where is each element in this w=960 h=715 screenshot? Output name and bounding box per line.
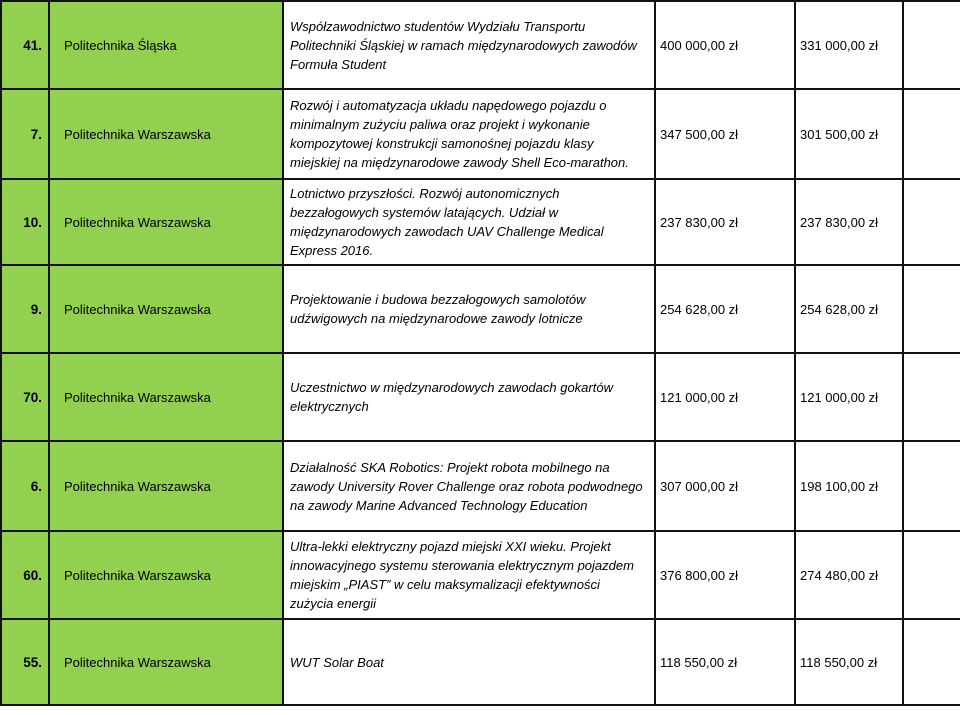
- total-cost: 118 550,00 zł: [655, 619, 795, 705]
- row-number: 9.: [1, 265, 49, 353]
- row-number: 10.: [1, 179, 49, 265]
- spare-cell: [903, 531, 960, 619]
- spare-cell: [903, 353, 960, 441]
- row-number: 70.: [1, 353, 49, 441]
- funding-amount: 331 000,00 zł: [795, 1, 903, 89]
- spare-cell: [903, 89, 960, 179]
- university-name: Politechnika Warszawska: [49, 89, 283, 179]
- spare-cell: [903, 1, 960, 89]
- spare-cell: [903, 619, 960, 705]
- funding-amount: 198 100,00 zł: [795, 441, 903, 531]
- funding-amount: 274 480,00 zł: [795, 531, 903, 619]
- total-cost: 376 800,00 zł: [655, 531, 795, 619]
- row-number: 55.: [1, 619, 49, 705]
- project-title: Uczestnictwo w międzynarodowych zawodach gokartów elektrycznych: [283, 353, 655, 441]
- table-row: [1, 353, 960, 441]
- project-title: Ultra-lekki elektryczny pojazd miejski XXI wieku. Projekt innowacyjnego systemu sterowania elektrycznym pojazdem miejskim „PIAST” w celu maksymalizacji efektywności zużycia energii: [283, 531, 655, 619]
- table-row: [1, 1, 960, 89]
- row-number: 41.: [1, 1, 49, 89]
- table-row: [1, 441, 960, 531]
- university-name: Politechnika Warszawska: [49, 353, 283, 441]
- project-title: Działalność SKA Robotics: Projekt robota mobilnego na zawody University Rover Challenge oraz robota podwodnego na zawody Marine Advanced Technology Education: [283, 441, 655, 531]
- table-row: [1, 619, 960, 705]
- spare-cell: [903, 265, 960, 353]
- university-name: Politechnika Śląska: [49, 1, 283, 89]
- funding-amount: 121 000,00 zł: [795, 353, 903, 441]
- university-name: Politechnika Warszawska: [49, 619, 283, 705]
- total-cost: 237 830,00 zł: [655, 179, 795, 265]
- funding-amount: 254 628,00 zł: [795, 265, 903, 353]
- row-number: 6.: [1, 441, 49, 531]
- project-title: Rozwój i automatyzacja układu napędowego pojazdu o minimalnym zużyciu paliwa oraz projekt i wykonanie kompozytowej konstrukcji samonośnej pojazdu klasy miejskiej na międzynarodowe zawody Shell Eco-marathon.: [283, 89, 655, 179]
- total-cost: 347 500,00 zł: [655, 89, 795, 179]
- project-title: Lotnictwo przyszłości. Rozwój autonomicznych bezzałogowych systemów latających. Udział w międzynarodowych zawodach UAV Challenge Medical Express 2016.: [283, 179, 655, 265]
- university-name: Politechnika Warszawska: [49, 265, 283, 353]
- funding-amount: 118 550,00 zł: [795, 619, 903, 705]
- funding-amount: 237 830,00 zł: [795, 179, 903, 265]
- total-cost: 254 628,00 zł: [655, 265, 795, 353]
- total-cost: 400 000,00 zł: [655, 1, 795, 89]
- spare-cell: [903, 179, 960, 265]
- table-row: [1, 265, 960, 353]
- table-row: [1, 531, 960, 619]
- total-cost: 121 000,00 zł: [655, 353, 795, 441]
- total-cost: 307 000,00 zł: [655, 441, 795, 531]
- row-number: 7.: [1, 89, 49, 179]
- university-name: Politechnika Warszawska: [49, 531, 283, 619]
- funding-amount: 301 500,00 zł: [795, 89, 903, 179]
- project-title: Współzawodnictwo studentów Wydziału Transportu Politechniki Śląskiej w ramach międzynarodowych zawodów Formuła Student: [283, 1, 655, 89]
- row-number: 60.: [1, 531, 49, 619]
- spare-cell: [903, 441, 960, 531]
- table-row: [1, 179, 960, 265]
- table-row: [1, 89, 960, 179]
- university-name: Politechnika Warszawska: [49, 179, 283, 265]
- university-name: Politechnika Warszawska: [49, 441, 283, 531]
- project-title: Projektowanie i budowa bezzałogowych samolotów udźwigowych na międzynarodowe zawody lotnicze: [283, 265, 655, 353]
- project-title: WUT Solar Boat: [283, 619, 655, 705]
